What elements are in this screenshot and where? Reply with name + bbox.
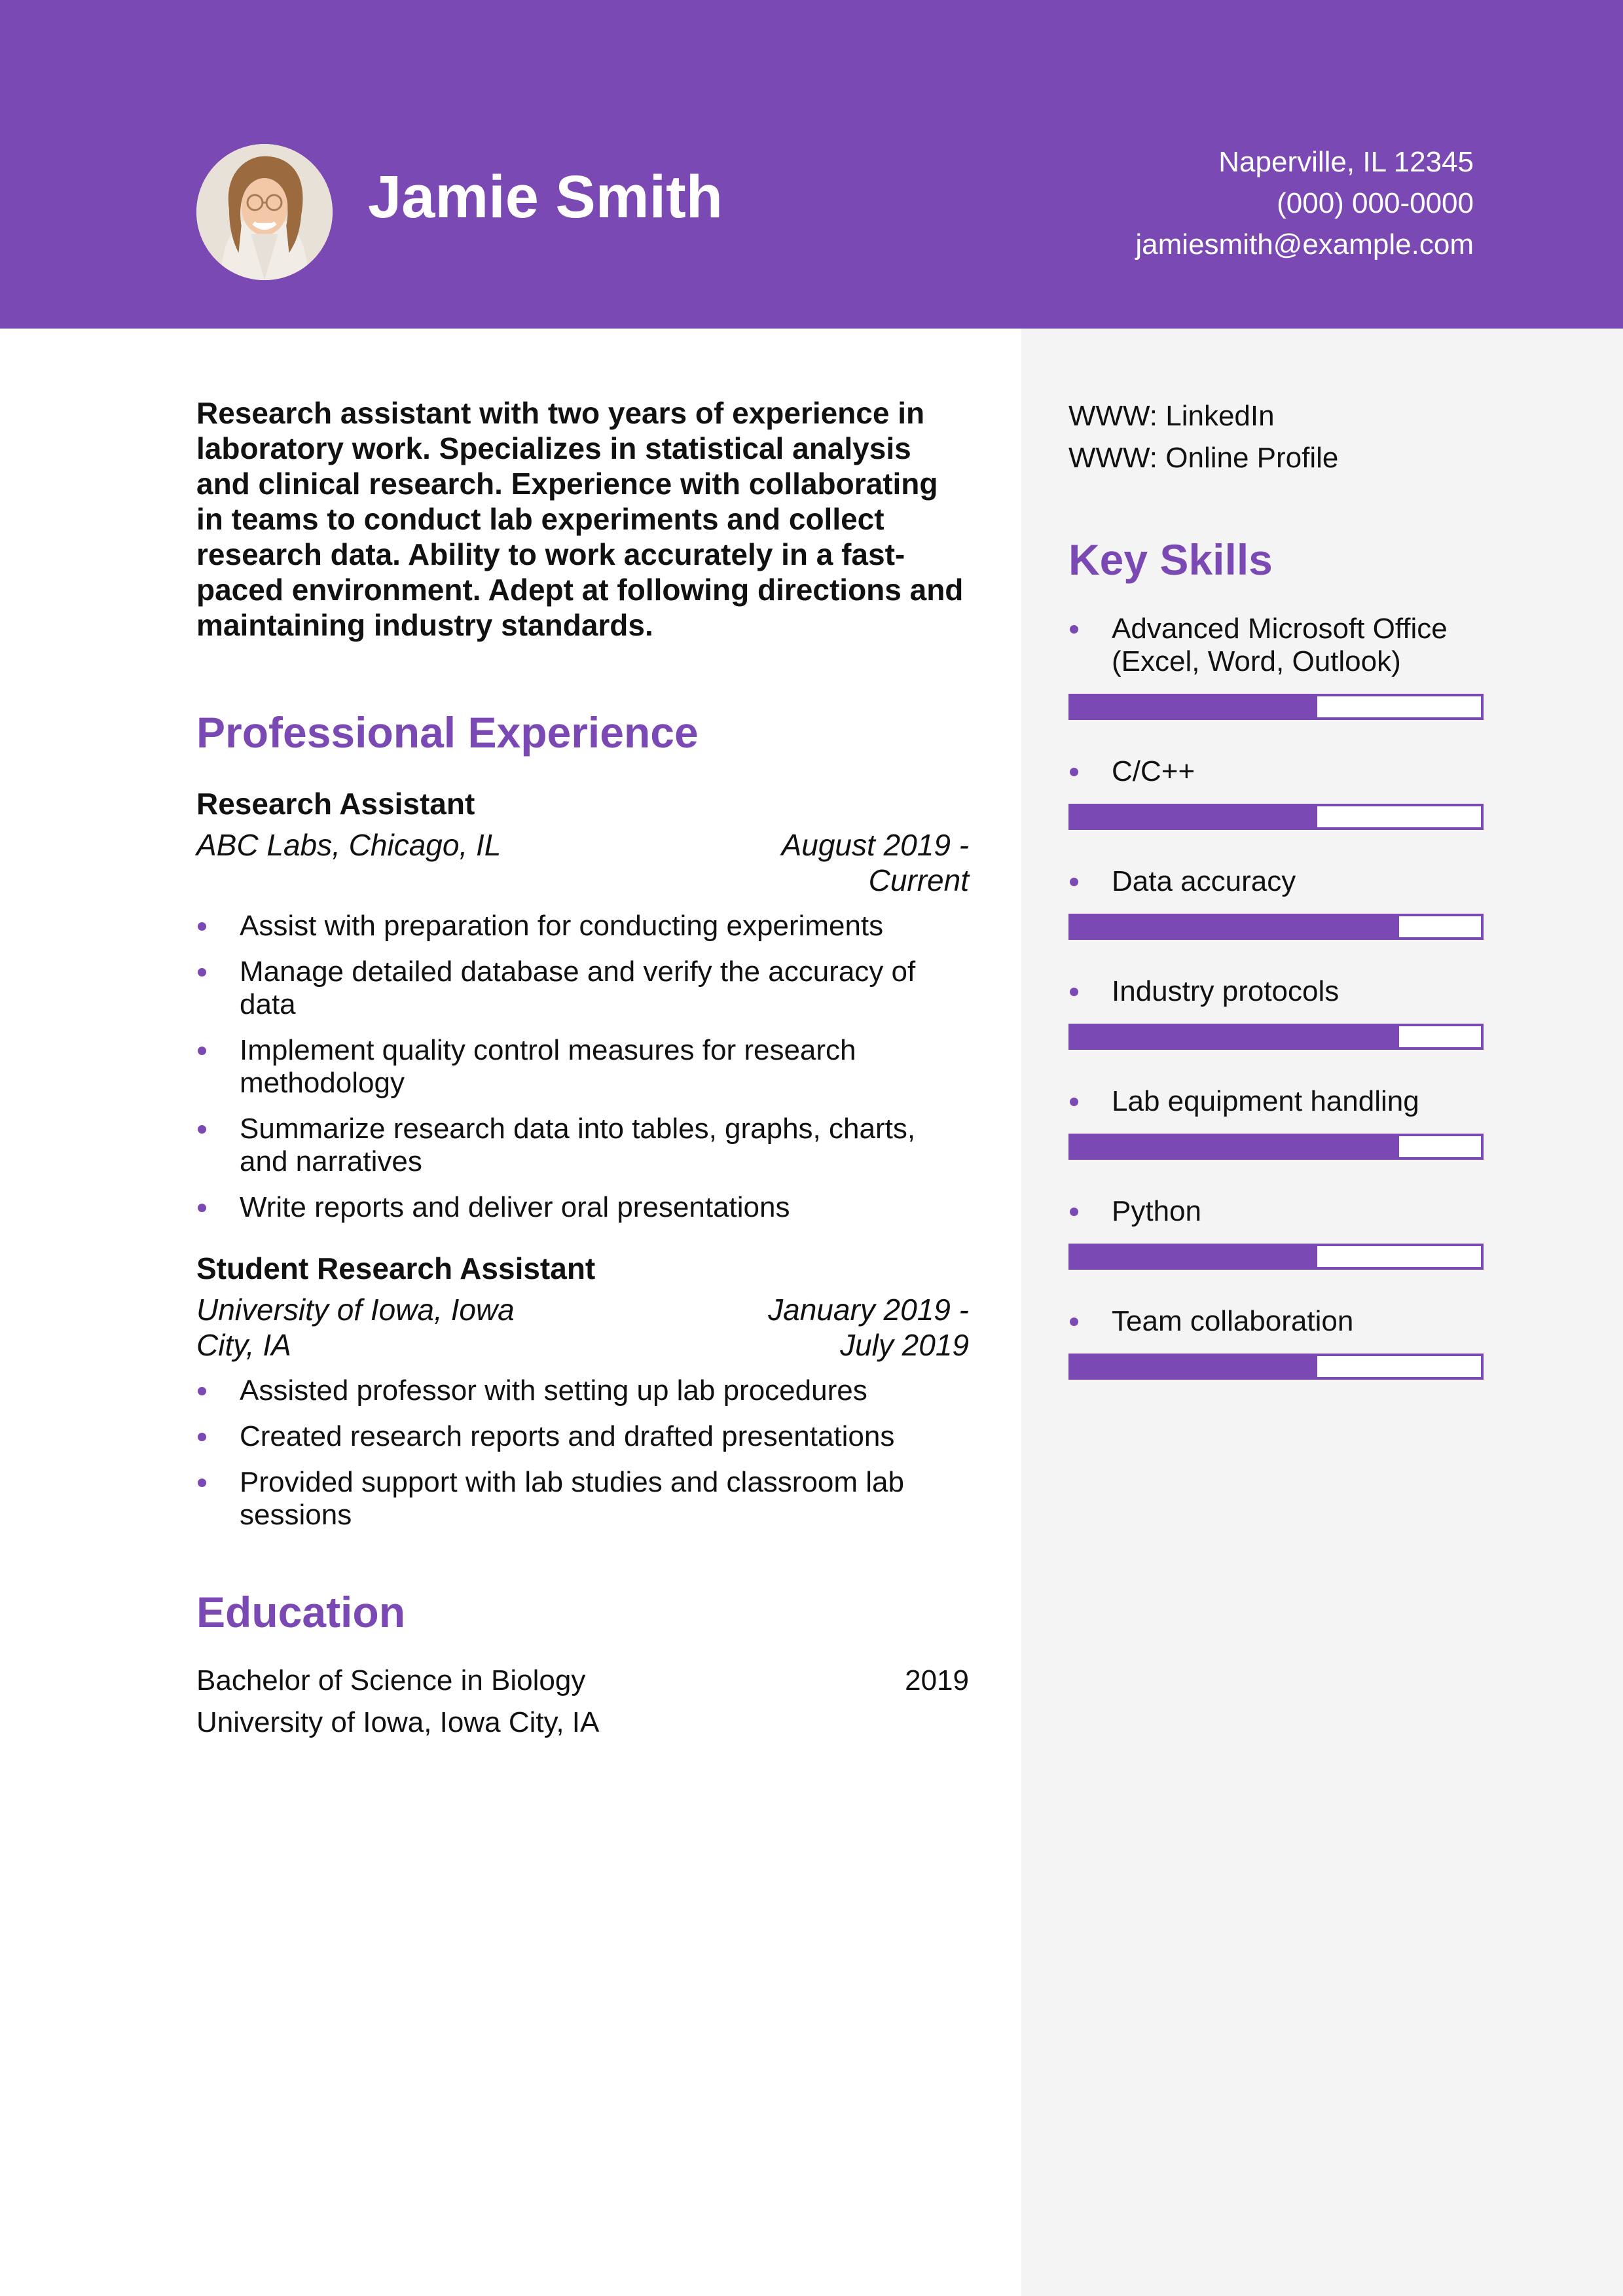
list-item [196, 1420, 969, 1453]
skill-name-line: Team collaboration [1112, 1305, 1354, 1337]
job-title: Student Research Assistant [196, 1251, 596, 1285]
summary: Research assistant with two years of experience in laboratory work. Specializes in statistical analysis and clinical research. Experience with collaborating in teams to conduct lab experiments and collect research data. Ability to work accurately in a fast-paced environment. Adept at following directions and maintaining industry standards. [196, 396, 964, 642]
job-dates-line: July 2019 [840, 1328, 969, 1362]
job-entry [196, 1250, 969, 1532]
skill-name [1068, 1305, 1487, 1338]
job-company-line: City, IA [196, 1328, 291, 1362]
skill-name [1068, 865, 1487, 898]
skill-level-fill [1071, 696, 1317, 717]
skill-item [1068, 755, 1487, 830]
graduation-year: 2019 [905, 1664, 969, 1696]
bullet-icon [198, 1125, 206, 1134]
job-bullets [196, 1374, 969, 1532]
skill-name [1068, 1085, 1487, 1118]
section-title-skills: Key Skills [1068, 535, 1273, 584]
skills-list [1068, 613, 1487, 1380]
bullet-icon [1070, 1318, 1078, 1326]
list-item [196, 956, 969, 1021]
profile-photo [196, 144, 333, 280]
skill-name-line: Data accuracy [1112, 865, 1296, 897]
bullet-icon [198, 922, 206, 931]
bullet-icon [198, 1479, 206, 1487]
skill-level-bar [1068, 1134, 1484, 1160]
skill-item [1068, 1085, 1487, 1160]
skill-item [1068, 1305, 1487, 1380]
section-title-education: Education [196, 1588, 406, 1636]
bullet-icon [198, 1433, 206, 1441]
bullet-text: Assist with preparation for conducting experiments [240, 910, 884, 942]
skill-name [1068, 975, 1487, 1008]
skill-level-bar [1068, 804, 1484, 830]
links [1068, 395, 1487, 479]
bullet-text: Write reports and deliver oral presentations [240, 1191, 790, 1223]
skill-level-fill [1071, 806, 1317, 827]
skill-level-bar [1068, 1354, 1484, 1380]
skill-name [1068, 613, 1487, 678]
list-item [196, 1113, 969, 1178]
skill-level-bar [1068, 694, 1484, 720]
skill-item [1068, 865, 1487, 940]
list-item [196, 1466, 969, 1532]
skill-level-bar [1068, 1244, 1484, 1270]
bullet-icon [198, 1387, 206, 1395]
bullet-text: Summarize research data into tables, graphs, charts, and narratives [240, 1113, 916, 1177]
education-row [196, 1660, 969, 1702]
phone: (000) 000-0000 [1277, 187, 1474, 219]
skill-item [1068, 1195, 1487, 1270]
job-company: ABC Labs, Chicago, IL [196, 828, 501, 862]
email-link[interactable]: jamiesmith@example.com [1135, 228, 1474, 260]
skill-level-fill [1071, 1356, 1317, 1377]
skill-item [1068, 613, 1487, 720]
degree: Bachelor of Science in Biology [196, 1664, 586, 1696]
skill-level-fill [1071, 1246, 1317, 1267]
education-school-row [196, 1702, 969, 1744]
list-item [196, 910, 969, 942]
job-bullets [196, 910, 969, 1224]
linkedin-link[interactable]: WWW: LinkedIn [1068, 400, 1275, 432]
skill-name-line: C/C++ [1112, 755, 1195, 787]
bullet-text: Provided support with lab studies and classroom lab sessions [240, 1466, 904, 1531]
main-column [196, 395, 969, 1744]
sidebar-content [1068, 395, 1487, 1415]
job-dates-line: January 2019 - [768, 1293, 969, 1327]
skill-name-line: Industry protocols [1112, 975, 1340, 1007]
bullet-text: Created research reports and drafted presentations [240, 1420, 895, 1452]
list-item [196, 1034, 969, 1100]
education-entry [196, 1660, 969, 1744]
bullet-icon [1070, 1208, 1078, 1216]
online-profile-link[interactable]: WWW: Online Profile [1068, 442, 1339, 474]
job-title: Research Assistant [196, 787, 475, 821]
skill-level-fill [1071, 1136, 1399, 1157]
list-item [196, 1191, 969, 1224]
job-dates [768, 1292, 969, 1363]
section-title-experience: Professional Experience [196, 708, 699, 757]
bullet-icon [1070, 878, 1078, 886]
list-item [196, 1374, 969, 1407]
bullet-text: Implement quality control measures for research methodology [240, 1034, 856, 1099]
job-dates-line: Current [868, 863, 969, 897]
skill-level-bar [1068, 1024, 1484, 1050]
skill-name-line: (Excel, Word, Outlook) [1112, 645, 1401, 677]
address: Naperville, IL 12345 [1218, 146, 1474, 178]
school: University of Iowa, Iowa City, IA [196, 1706, 600, 1738]
bullet-icon [1070, 988, 1078, 996]
contact-info [1135, 141, 1474, 265]
skill-level-fill [1071, 916, 1399, 937]
job-meta [196, 827, 969, 898]
bullet-icon [1070, 1098, 1078, 1106]
skill-name [1068, 755, 1487, 788]
job-entry [196, 785, 969, 1224]
candidate-name: Jamie Smith [368, 164, 723, 230]
skill-name-line: Python [1112, 1195, 1201, 1227]
skill-level-fill [1071, 1026, 1399, 1047]
bullet-icon [198, 1047, 206, 1055]
skill-level-bar [1068, 914, 1484, 940]
job-company-line: University of Iowa, Iowa [196, 1293, 515, 1327]
bullet-text: Manage detailed database and verify the accuracy of data [240, 956, 916, 1020]
bullet-icon [198, 1204, 206, 1212]
job-meta [196, 1292, 969, 1363]
bullet-icon [1070, 768, 1078, 776]
header-banner [0, 0, 1623, 329]
skill-item [1068, 975, 1487, 1050]
bullet-text: Assisted professor with setting up lab procedures [240, 1374, 867, 1407]
job-dates-line: August 2019 - [781, 828, 969, 862]
job-company [196, 1292, 515, 1363]
bullet-icon [1070, 625, 1078, 634]
skill-name-line: Lab equipment handling [1112, 1085, 1419, 1117]
bullet-icon [198, 968, 206, 977]
job-dates [782, 827, 969, 898]
skill-name [1068, 1195, 1487, 1228]
skill-name-line: Advanced Microsoft Office [1112, 613, 1448, 645]
